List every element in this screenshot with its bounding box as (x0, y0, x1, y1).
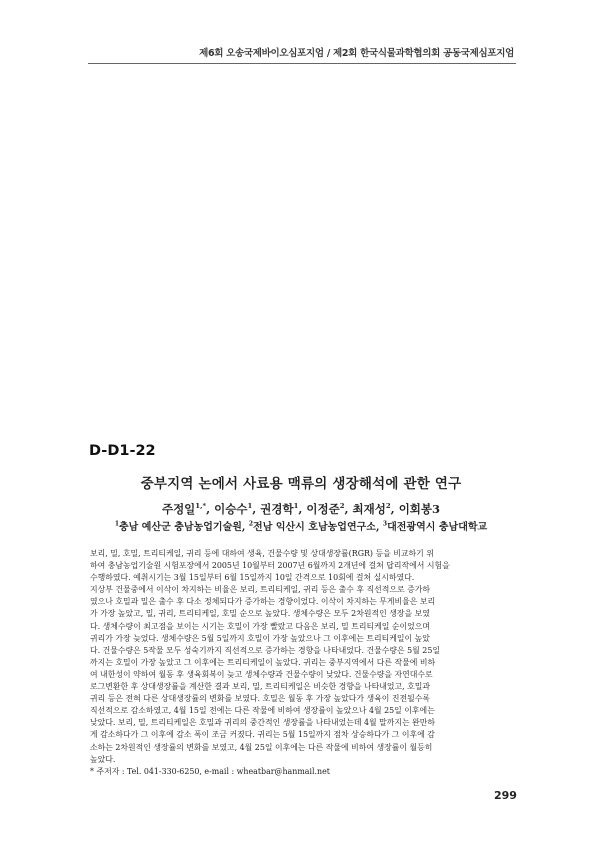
abstract-line: 까지는 호밀이 가장 높았고 그 이후에는 트리티케일이 높았다. 귀리는 중부지역에서 다른 작물에 비하 (90, 657, 436, 667)
paper-code: D-D1-22 (89, 443, 156, 459)
affiliation-name: 대전광역시 충남대학교 (387, 522, 488, 533)
author-name: 최재성 (352, 502, 386, 516)
author-affiliation-mark: 2 (385, 502, 391, 511)
abstract-line: 높았다. (90, 754, 116, 764)
affiliation-mark: 2 (248, 520, 254, 528)
header-rule (88, 63, 516, 64)
affiliation-name: 전남 익산시 호남농업연구소 (253, 522, 376, 533)
affiliation-mark: 3 (382, 520, 388, 528)
abstract-line: 귀리가 가장 늦었다. 생체수량은 5월 5일까지 호밀이 가장 높았으나 그 이후에는 트리티케일이 높았 (90, 633, 430, 643)
affiliation (383, 522, 487, 533)
author (260, 502, 306, 516)
author (353, 502, 399, 516)
abstract-body (90, 548, 515, 778)
author-affiliation-mark: 2 (339, 502, 345, 511)
abstract-line: 다. 건물수량은 5작물 모두 성숙기까지 직선적으로 증가하는 경향을 나타내었다. 건물수량은 5월 25일 (90, 645, 440, 655)
abstract-line: 게 감소하다가 그 이후에 감소 폭이 조금 커졌다. 귀리는 5월 15일까지 점차 상승하다가 그 이후에 감 (90, 730, 435, 740)
page-number: 299 (494, 789, 517, 802)
author-affiliation-mark: 1 (247, 502, 253, 511)
author-separator: , (298, 502, 307, 516)
author (214, 502, 260, 516)
affiliation-list (88, 518, 514, 533)
author-name: 이정준 (306, 502, 340, 516)
affiliation-separator: , (375, 522, 383, 533)
author-affiliation-mark: 1 (293, 502, 299, 511)
author-separator: , (206, 502, 215, 516)
abstract-line: 귀리 등은 전혀 다른 상대생장률의 변화를 보였다. 호밀은 월동 후 가장 높았다가 생육이 진전될수록 (90, 694, 431, 704)
paper-title: 중부지역 논에서 사료용 맥류의 생장해석에 관한 연구 (140, 476, 462, 492)
abstract-line: 가 가장 높았고, 밀, 귀리, 트리티케일, 호밀 순으로 높았다. 생체수량은 모두 2차원적인 생장을 보였 (90, 609, 430, 619)
affiliation-name: 충남 예산군 충남농업기술원 (119, 522, 242, 533)
abstract-line: 다. 생체수량이 최고점을 보이는 시기는 호밀이 가장 빨랐고 다음은 보리, 밀 트리티케일 순이었으며 (90, 621, 431, 631)
abstract-line: 소하는 2차원적인 생장률의 변화를 보였고, 4월 25일 이후에는 다른 작물에 비하여 생장률이 월등히 (90, 742, 433, 752)
author-separator: , (344, 502, 353, 516)
abstract-line: 였으나 호밀과 밀은 출수 후 다소 정체되다가 증가하는 경향이었다. 이삭이 차지하는 무게비율은 보리 (90, 597, 436, 607)
running-header: 제6회 오송국제바이오심포지엄 / 제2회 한국식물과학협의회 공동국제심포지엄 (199, 48, 514, 59)
affiliation-separator: , (241, 522, 249, 533)
author-name: 이승수 (214, 502, 248, 516)
affiliation (115, 522, 249, 533)
abstract-line: 지상부 건물중에서 이삭이 차지하는 비율은 보리, 트리티케일, 귀리 등은 출수 후 직선적으로 증가하 (90, 585, 431, 595)
abstract-line: 보리, 밀, 호밀, 트리티케일, 귀리 등에 대하여 생육, 건물수량 및 상대생장률(RGR) 등을 비교하기 위 (90, 549, 434, 558)
author (306, 502, 352, 516)
abstract-line: 여 내한성이 약하여 월동 후 생육회복이 늦고 생체수량과 건물수량이 낮았다. 건물수량을 자연대수로 (90, 669, 433, 679)
abstract-line: 수행하였다. 예취시기는 3월 15일부터 6월 15일까지 10일 간격으로 10회에 걸쳐 실시하였다. (90, 573, 415, 583)
affiliation (249, 522, 383, 533)
author (399, 502, 440, 516)
author-name: 이회봉3 (398, 502, 441, 516)
abstract-line: 하여 충남농업기술원 시험포장에서 2005년 10월부터 2007년 6월까지 2개년에 걸쳐 답리작에서 시험을 (90, 561, 450, 571)
corresponding-author-note: * 주저자 : Tel. 041-330-6250, e-mail : wheatbar@hanmail.net (90, 766, 330, 776)
author-affiliation-mark: 1,* (195, 502, 207, 511)
abstract-line: 낮았다. 보리, 밀, 트리티케일은 호밀과 귀리의 중간적인 생장률을 나타내었는데 4월 말까지는 완만하 (90, 718, 436, 728)
affiliation-mark: 1 (114, 520, 119, 528)
author-list (88, 501, 514, 517)
author-name: 권경학 (260, 502, 294, 516)
abstract-line: 직선적으로 감소하였고, 4월 15일 전에는 다른 작물에 비하여 생장률이 높았으나 4월 25일 이후에는 (90, 706, 435, 716)
author-separator: , (390, 502, 399, 516)
abstract-line: 로그변환한 후 상대생장률을 계산한 결과 보리, 밀, 트리티케일은 비슷한 경향을 나타내었고, 호밀과 (90, 682, 431, 692)
author (162, 502, 214, 516)
author-separator: , (252, 502, 261, 516)
author-name: 주정일 (161, 502, 196, 516)
